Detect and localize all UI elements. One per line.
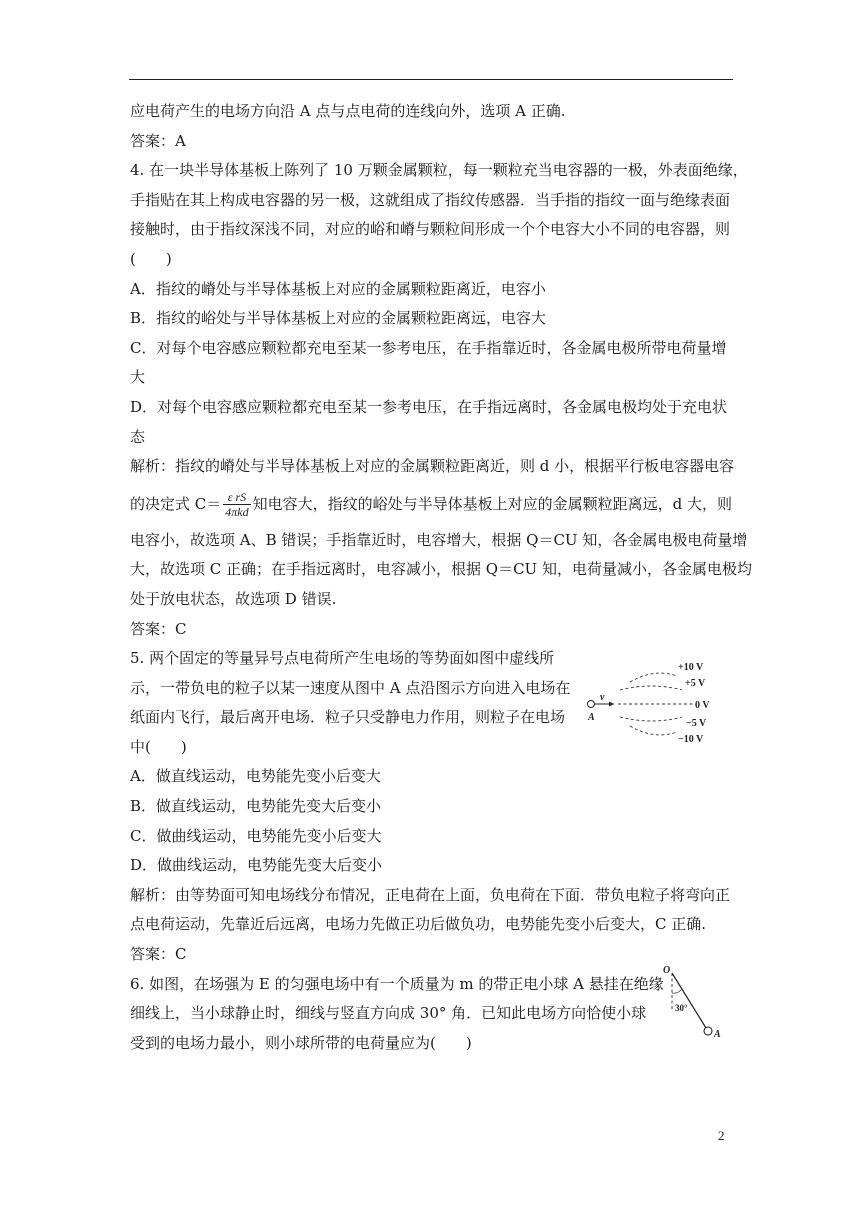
equipotential-line-minus10 <box>630 726 677 735</box>
option-d: D．做曲线运动，电势能先变大后变小 <box>130 856 383 875</box>
label-minus10: −10 V <box>678 734 704 745</box>
answer-line: 答案：A <box>130 131 186 150</box>
analysis-line: 处于放电状态，故选项 D 错误. <box>130 589 337 608</box>
charged-ball <box>704 1027 712 1035</box>
capacitance-fraction <box>223 490 250 519</box>
formula-suffix: 知电容大，指纹的峪处与半导体基板上对应的金属颗粒距离远，d 大，则 <box>252 494 732 513</box>
equipotential-figure <box>582 654 732 754</box>
analysis-line: 解析：指纹的嵴处与半导体基板上对应的金属颗粒距离近，则 d 小，根据平行板电容器电容 <box>130 457 735 476</box>
option-a: A．做直线运动，电势能先变小后变大 <box>130 767 381 786</box>
analysis-line: 电容小，故选项 A、B 错误；手指靠近时，电容增大，根据 Q＝CU 知，各金属电极电荷量增 <box>130 530 748 549</box>
string <box>672 973 706 1028</box>
analysis-line: 大，故选项 C 正确；在手指远离时，电容减小，根据 Q＝CU 知，电荷量减小，各金属电极均 <box>130 560 752 579</box>
question-4-stem: 4. 在一块半导体基板上陈列了 10 万颗金属颗粒，每一颗粒充当电容器的一极，外表面绝缘， <box>130 161 748 180</box>
question-6-stem: 受到的电场力最小，则小球所带的电荷量应为( ) <box>130 1033 472 1052</box>
question-5-stem: 纸面内飞行，最后离开电场．粒子只受静电力作用，则粒子在电场 <box>130 708 566 727</box>
question-5-blank: 中( ) <box>130 737 187 756</box>
fraction-denominator: 4πkd <box>225 505 249 520</box>
answer-line: 答案：C <box>130 945 187 964</box>
angle-label: 30° <box>675 1003 688 1013</box>
question-5-stem: 5. 两个固定的等量异号点电荷所产生电场的等势面如图中虚线所 <box>130 649 555 668</box>
analysis-line: 解析：由等势面可知电场线分布情况，正电荷在上面，负电荷在下面．带负电粒子将弯向正 <box>130 885 731 904</box>
charged-particle <box>588 701 595 708</box>
option-c: C．对每个电容感应颗粒都充电至某一参考电压，在手指靠近时，各金属电极所带电荷量增 <box>130 338 727 357</box>
label-plus10: +10 V <box>678 662 704 673</box>
equipotential-line-plus10 <box>630 673 677 682</box>
option-c: C．做曲线运动，电势能先变小后变大 <box>130 826 382 845</box>
formula-line <box>130 482 734 526</box>
option-d-cont: 态 <box>130 427 146 446</box>
option-a: A．指纹的嵴处与半导体基板上对应的金属颗粒距离近，电容小 <box>130 279 546 298</box>
option-b: B．做直线运动，电势能先变大后变小 <box>130 797 382 816</box>
formula-prefix: 的决定式 C＝ <box>130 494 222 513</box>
question-6-stem: 6. 如图，在场强为 E 的匀强电场中有一个质量为 m 的带正电小球 A 悬挂在绝缘 <box>130 974 664 993</box>
label-minus5: −5 V <box>686 718 707 729</box>
arrow-head <box>609 702 614 707</box>
option-c-cont: 大 <box>130 368 146 387</box>
equipotential-line-plus5 <box>620 686 682 690</box>
ball-label: A <box>714 1029 721 1040</box>
pendulum-figure <box>660 963 730 1043</box>
fraction-numerator: ε rS <box>223 490 250 505</box>
option-d: D．对每个电容感应颗粒都充电至某一参考电压，在手指远离时，各金属电极均处于充电状 <box>130 397 728 416</box>
option-b: B．指纹的峪处与半导体基板上对应的金属颗粒距离远，电容大 <box>130 309 547 328</box>
answer-line: 答案：C <box>130 619 187 638</box>
page-content <box>130 97 752 1058</box>
pivot-label: O <box>663 965 671 976</box>
label-plus5: +5 V <box>685 678 706 689</box>
analysis-line: 点电荷运动，先靠近后远离，电场力先做正功后做负功，电势能先变小后变大，C 正确. <box>130 915 707 934</box>
velocity-label: v <box>600 692 605 703</box>
text-line: 应电荷产生的电场方向沿 A 点与点电荷的连线向外，选项 A 正确. <box>130 102 566 120</box>
question-4-stem: 接触时，由于指纹深浅不同，对应的峪和嵴与颗粒间形成一个个电容大小不同的电容器，则 <box>130 220 731 239</box>
angle-arc <box>672 989 682 993</box>
question-6-stem: 细线上，当小球静止时，细线与竖直方向成 30° 角．已知此电场方向恰使小球 <box>130 1004 647 1023</box>
question-5-stem: 示，一带负电的粒子以某一速度从图中 A 点沿图示方向进入电场在 <box>130 678 571 697</box>
header-rule <box>129 79 733 80</box>
question-4-stem: 手指贴在其上构成电容器的另一极，这就组成了指纹传感器．当手指的指纹一面与绝缘表面 <box>130 190 731 209</box>
page-number: 2 <box>718 1128 725 1143</box>
label-zero: 0 V <box>695 700 710 711</box>
equipotential-line-minus5 <box>620 717 682 721</box>
question-4-blank: ( ) <box>130 249 172 268</box>
point-a-label: A <box>588 712 595 723</box>
